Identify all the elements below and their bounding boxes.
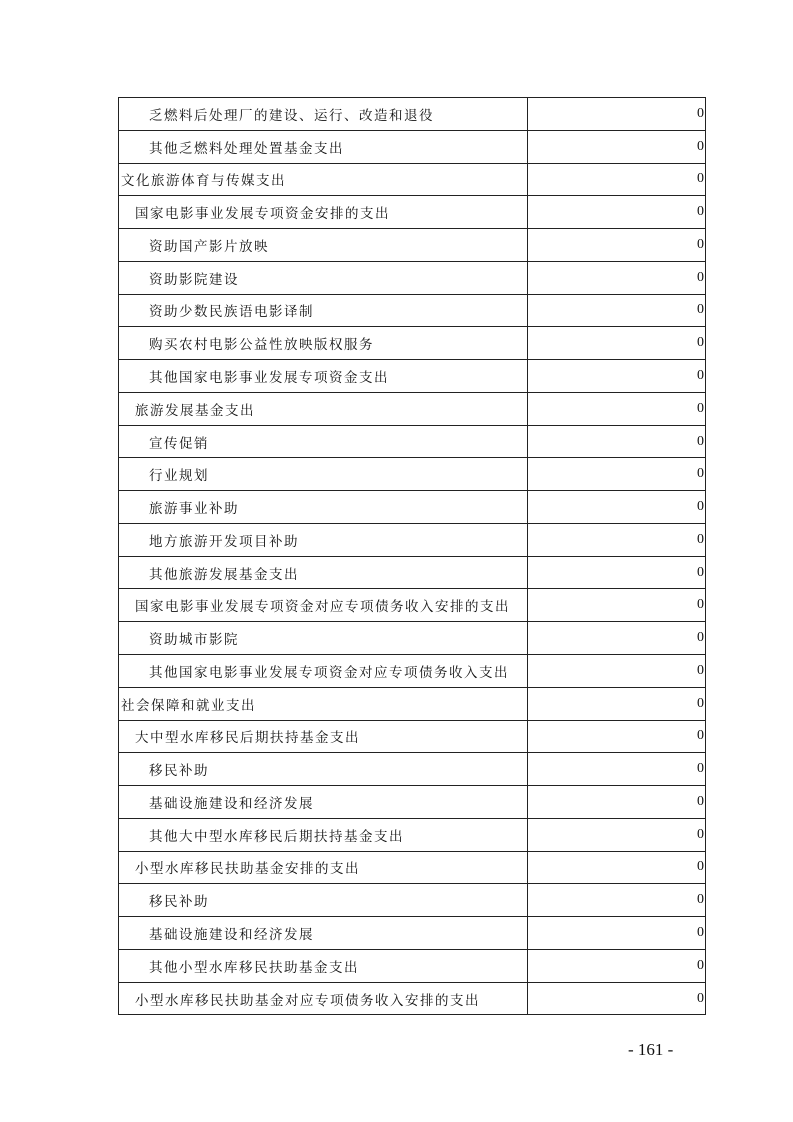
amount-cell: 0 (528, 294, 706, 327)
item-name-cell: 基础设施建设和经济发展 (119, 786, 528, 819)
table-row (119, 229, 706, 262)
amount-cell: 0 (528, 523, 706, 556)
amount-cell: 0 (528, 982, 706, 1015)
table-row (119, 655, 706, 688)
table-row (119, 556, 706, 589)
amount-cell: 0 (528, 458, 706, 491)
table-row (119, 130, 706, 163)
item-name-cell: 社会保障和就业支出 (119, 687, 528, 720)
item-name-cell: 其他乏燃料处理处置基金支出 (119, 130, 528, 163)
table-row (119, 851, 706, 884)
amount-cell: 0 (528, 556, 706, 589)
table-row (119, 753, 706, 786)
item-name-cell: 小型水库移民扶助基金安排的支出 (119, 851, 528, 884)
amount-cell: 0 (528, 98, 706, 131)
table-row (119, 360, 706, 393)
table-row (119, 982, 706, 1015)
expenditure-table (118, 97, 706, 1015)
item-name-cell: 移民补助 (119, 753, 528, 786)
item-name-cell: 地方旅游开发项目补助 (119, 523, 528, 556)
amount-cell: 0 (528, 687, 706, 720)
amount-cell: 0 (528, 491, 706, 524)
item-name-cell: 其他小型水库移民扶助基金支出 (119, 949, 528, 982)
amount-cell: 0 (528, 753, 706, 786)
amount-cell: 0 (528, 425, 706, 458)
amount-cell: 0 (528, 655, 706, 688)
amount-cell: 0 (528, 786, 706, 819)
table-row (119, 687, 706, 720)
amount-cell: 0 (528, 818, 706, 851)
item-name-cell: 国家电影事业发展专项资金安排的支出 (119, 196, 528, 229)
amount-cell: 0 (528, 130, 706, 163)
table-row (119, 294, 706, 327)
table-row (119, 163, 706, 196)
item-name-cell: 大中型水库移民后期扶持基金支出 (119, 720, 528, 753)
item-name-cell: 宣传促销 (119, 425, 528, 458)
table-row (119, 786, 706, 819)
table-row (119, 425, 706, 458)
table-body (119, 98, 706, 1015)
item-name-cell: 旅游事业补助 (119, 491, 528, 524)
item-name-cell: 资助少数民族语电影译制 (119, 294, 528, 327)
item-name-cell: 购买农村电影公益性放映版权服务 (119, 327, 528, 360)
amount-cell: 0 (528, 949, 706, 982)
item-name-cell: 其他大中型水库移民后期扶持基金支出 (119, 818, 528, 851)
amount-cell: 0 (528, 261, 706, 294)
item-name-cell: 行业规划 (119, 458, 528, 491)
amount-cell: 0 (528, 327, 706, 360)
amount-cell: 0 (528, 851, 706, 884)
table-row (119, 196, 706, 229)
table-row (119, 392, 706, 425)
item-name-cell: 小型水库移民扶助基金对应专项债务收入安排的支出 (119, 982, 528, 1015)
item-name-cell: 其他国家电影事业发展专项资金对应专项债务收入支出 (119, 655, 528, 688)
table-row (119, 884, 706, 917)
table-row (119, 917, 706, 950)
table-row (119, 327, 706, 360)
item-name-cell: 旅游发展基金支出 (119, 392, 528, 425)
item-name-cell: 文化旅游体育与传媒支出 (119, 163, 528, 196)
item-name-cell: 资助国产影片放映 (119, 229, 528, 262)
amount-cell: 0 (528, 360, 706, 393)
page-number: - 161 - (628, 1040, 674, 1059)
item-name-cell: 其他国家电影事业发展专项资金支出 (119, 360, 528, 393)
table-row (119, 261, 706, 294)
item-name-cell: 基础设施建设和经济发展 (119, 917, 528, 950)
table-row (119, 589, 706, 622)
item-name-cell: 资助影院建设 (119, 261, 528, 294)
table-row (119, 818, 706, 851)
table-row (119, 523, 706, 556)
table-row (119, 98, 706, 131)
amount-cell: 0 (528, 196, 706, 229)
amount-cell: 0 (528, 622, 706, 655)
amount-cell: 0 (528, 884, 706, 917)
amount-cell: 0 (528, 163, 706, 196)
amount-cell: 0 (528, 720, 706, 753)
item-name-cell: 其他旅游发展基金支出 (119, 556, 528, 589)
amount-cell: 0 (528, 392, 706, 425)
table-row (119, 949, 706, 982)
table-row (119, 622, 706, 655)
amount-cell: 0 (528, 917, 706, 950)
item-name-cell: 国家电影事业发展专项资金对应专项债务收入安排的支出 (119, 589, 528, 622)
amount-cell: 0 (528, 589, 706, 622)
table-row (119, 720, 706, 753)
item-name-cell: 移民补助 (119, 884, 528, 917)
amount-cell: 0 (528, 229, 706, 262)
item-name-cell: 乏燃料后处理厂的建设、运行、改造和退役 (119, 98, 528, 131)
item-name-cell: 资助城市影院 (119, 622, 528, 655)
table-row (119, 458, 706, 491)
table-row (119, 491, 706, 524)
